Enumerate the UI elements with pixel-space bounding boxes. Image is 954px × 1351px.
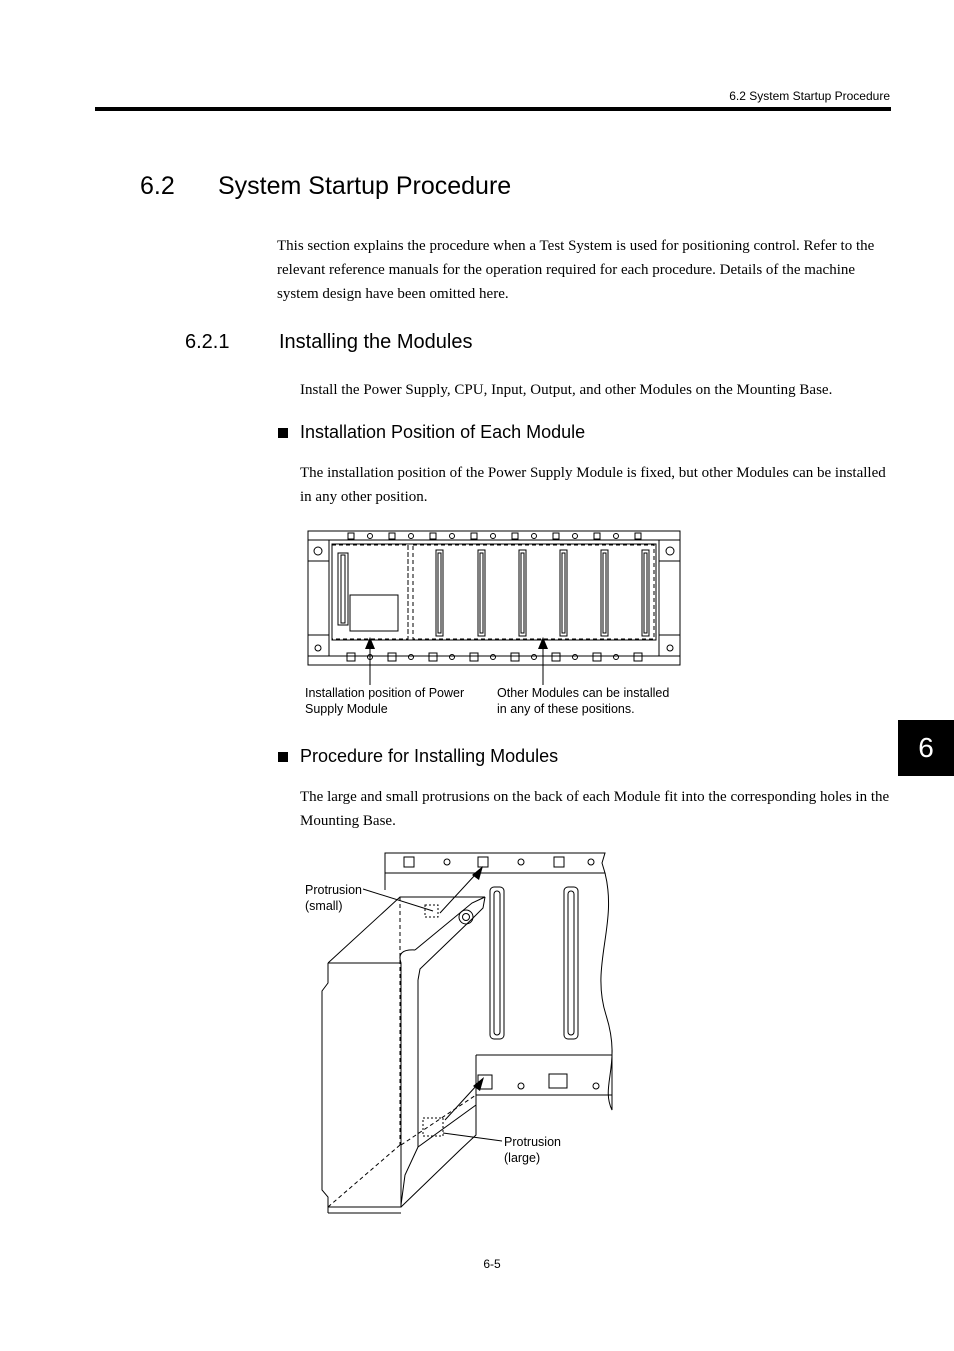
other-modules-caption: Other Modules can be installed in any of these positions. [497,686,670,716]
header-rule [95,107,891,111]
subsection-title: Installing the Modules [279,331,473,353]
section-number: 6.2 [140,172,175,200]
procedure-paragraph: The large and small protrusions on the back of each Module fit into the corresponding holes in the Mounting Base. [300,789,890,829]
mounting-base-figure [300,525,685,685]
subsection-number: 6.2.1 [185,331,230,353]
bullet-icon [278,428,288,438]
subsection-paragraph: Install the Power Supply, CPU, Input, Output, and other Modules on the Mounting Base. [300,382,833,398]
installation-position-paragraph: The installation position of the Power Supply Module is fixed, but other Modules can be installed in any other position. [300,465,886,505]
power-supply-caption: Installation position of Power Supply Module [305,686,465,716]
installation-position-heading: Installation Position of Each Module [300,422,586,442]
procedure-heading: Procedure for Installing Modules [300,746,559,766]
protrusion-large-label: Protrusion (large) [504,1135,561,1165]
section-intro: This section explains the procedure when a Test System is used for positioning control. Refer to the relevant reference manuals for the operation required for each procedure. Details of the machine system design have been omitted here. [277,238,875,302]
chapter-tab: 6 [898,720,954,776]
bullet-icon [278,752,288,762]
section-title: System Startup Procedure [218,172,512,200]
running-header: 6.2 System Startup Procedure [729,89,890,103]
page-number: 6-5 [483,1257,501,1271]
protrusion-small-label: Protrusion (small) [305,883,362,913]
